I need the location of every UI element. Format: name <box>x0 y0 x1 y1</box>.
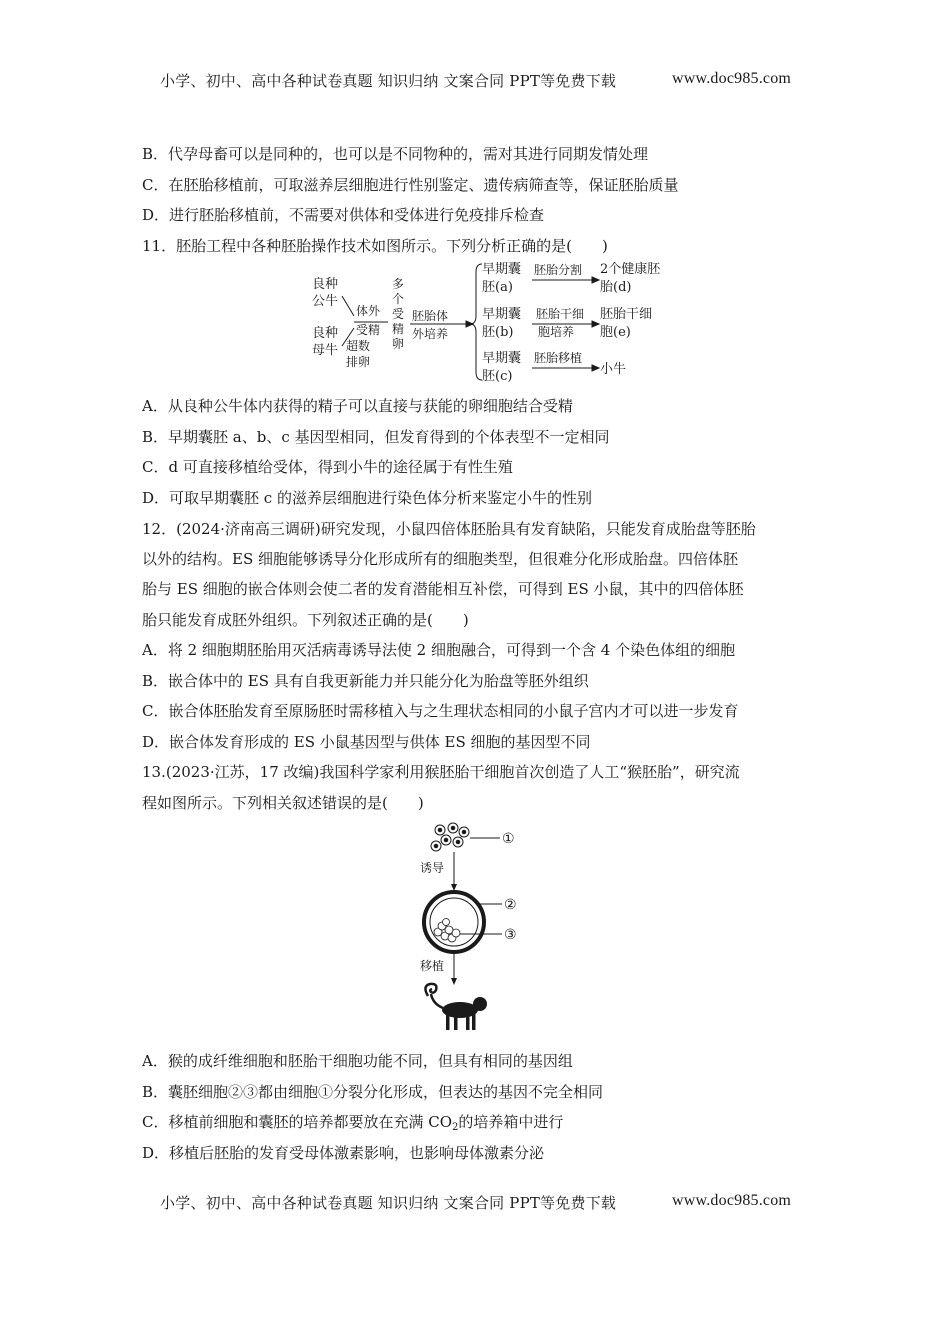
multi-3: 受 <box>392 307 405 321</box>
op-split: 胚胎分割 <box>534 263 583 277</box>
op-stem-2: 胞培养 <box>538 325 575 339</box>
superovulation-1: 超数 <box>346 339 371 353</box>
q13-option-b: B．囊胚细胞②③都由细胞①分裂分化形成，但表达的基因不完全相同 <box>142 1083 604 1101</box>
q12-option-a: A．将 2 细胞期胚胎用灭活病毒诱导法使 2 细胞融合，可得到一个含 4 个染色体组的细胞 <box>142 641 736 659</box>
line-bull <box>342 296 354 316</box>
bull-label-2: 公牛 <box>312 294 339 309</box>
q10-option-d: D．进行胚胎移植前，不需要对供体和受体进行免疫排斥检查 <box>142 206 545 224</box>
q11-option-b: B．早期囊胚 a、b、c 基因型相同，但发育得到的个体表型不一定相同 <box>142 428 610 446</box>
q12-stem-line-1: 12．(2024·济南高三调研)研究发现，小鼠四倍体胚胎具有发育缺陷，只能发育成胎盘等胚胎 <box>142 520 756 538</box>
blastocyst-a-1: 早期囊 <box>482 262 522 277</box>
blastocyst-a-2: 胚(a) <box>482 280 513 295</box>
q12-option-c: C．嵌合体胚胎发育至原肠胚时需移植入与之生理状态相同的小鼠子宫内才可以进一步发育 <box>142 702 739 720</box>
blastocyst-b-1: 早期囊 <box>482 307 522 322</box>
q13-diagram <box>418 820 538 1040</box>
blastocyst-c-2: 胚(c) <box>482 369 513 384</box>
superovulation-2: 排卵 <box>346 355 371 369</box>
q13-option-c-post: 的培养箱中进行 <box>458 1113 564 1131</box>
transplant-label: 移植 <box>420 959 445 973</box>
q11-diagram <box>306 258 661 384</box>
bull-label-1: 良种 <box>312 277 339 292</box>
multi-5: 卵 <box>392 337 405 351</box>
blastocyst <box>424 892 484 952</box>
header-site[interactable]: www.doc985.com <box>672 70 792 87</box>
cow-label-1: 良种 <box>312 326 339 341</box>
ivf-2: 受精 <box>356 323 381 337</box>
q11-option-a: A．从良种公牛体内获得的精子可以直接与获能的卵细胞结合受精 <box>142 397 573 415</box>
blastocyst-c-1: 早期囊 <box>482 351 522 366</box>
label-2: ② <box>504 897 517 913</box>
q12-option-b: B．嵌合体中的 ES 具有自我更新能力并只能分化为胎盘等胚外组织 <box>142 672 589 690</box>
multi-2: 个 <box>392 292 405 306</box>
page-footer <box>160 1192 800 1213</box>
q13-stem-line-1: 13.(2023·江苏，17 改编)我国科学家利用猴胚胎干细胞首次创造了人工“猴胚胎”，研究流 <box>142 763 740 781</box>
monkey-icon <box>425 984 487 1030</box>
blastocyst-b-2: 胚(b) <box>482 325 514 340</box>
q13-option-c-pre: C．移植前细胞和囊胚的培养都要放在充满 CO <box>142 1113 453 1131</box>
multi-1: 多 <box>392 277 405 291</box>
q12-stem-line-4: 胎只能发育成胚外组织。下列叙述正确的是( ) <box>142 611 469 629</box>
output-e-1: 胚胎干细 <box>600 307 653 322</box>
ivf-1: 体外 <box>356 304 381 318</box>
q10-option-b: B．代孕母畜可以是同种的，也可以是不同物种的，需对其进行同期发情处理 <box>142 145 649 163</box>
output-e-2: 胞(e) <box>600 325 631 340</box>
q13-stem-line-2: 程如图所示。下列相关叙述错误的是( ) <box>142 794 424 812</box>
label-1: ① <box>502 831 515 847</box>
culture-1: 胚胎体 <box>412 309 449 323</box>
footer-text: 小学、初中、高中各种试卷真题 知识归纳 文案合同 PPT等免费下载 <box>160 1194 617 1212</box>
induce-label: 诱导 <box>420 861 445 875</box>
cow-label-2: 母牛 <box>312 343 339 358</box>
op-transfer: 胚胎移植 <box>534 351 583 365</box>
arrowhead-b <box>592 321 599 327</box>
cell-cluster <box>431 823 469 851</box>
output-d-1: 2个健康胚 <box>600 262 661 277</box>
q12-stem-line-3: 胎与 ES 细胞的嵌合体则会使二者的发育潜能相互补偿，可得到 ES 小鼠，其中的四倍体胚 <box>142 580 744 598</box>
multi-4: 精 <box>392 322 405 336</box>
q11-option-d: D．可取早期囊胚 c 的滋养层细胞进行染色体分析来鉴定小牛的性别 <box>142 489 592 507</box>
culture-2: 外培养 <box>412 327 449 341</box>
q10-option-c: C．在胚胎移植前，可取滋养层细胞进行性别鉴定、遗传病筛查等，保证胚胎质量 <box>142 176 679 194</box>
q11-stem: 11．胚胎工程中各种胚胎操作技术如图所示。下列分析正确的是( ) <box>142 237 608 255</box>
q13-option-a: A．猴的成纤维细胞和胚胎干细胞功能不同，但具有相同的基因组 <box>142 1052 573 1070</box>
q13-option-c-sub: 2 <box>452 1122 459 1133</box>
bracket <box>470 264 482 380</box>
header-text: 小学、初中、高中各种试卷真题 知识归纳 文案合同 PPT等免费下载 <box>160 72 617 90</box>
footer-site[interactable]: www.doc985.com <box>672 1192 792 1209</box>
inner-cell-mass <box>434 919 460 943</box>
q13-option-d: D．移植后胚胎的发育受母体激素影响，也影响母体激素分泌 <box>142 1144 545 1162</box>
arrowhead-a <box>592 277 599 283</box>
op-stem-1: 胚胎干细 <box>536 307 585 321</box>
q12-option-d: D．嵌合体发育形成的 ES 小鼠基因型与供体 ES 细胞的基因型不同 <box>142 733 591 751</box>
page-header <box>160 70 800 91</box>
q13-option-c <box>142 1111 563 1133</box>
label-3: ③ <box>504 927 517 943</box>
output-calf: 小牛 <box>600 362 627 377</box>
arrowhead-c <box>592 365 599 371</box>
q11-option-c: C．d 可直接移植给受体，得到小牛的途径属于有性生殖 <box>142 458 513 476</box>
output-d-2: 胎(d) <box>600 280 632 295</box>
q12-stem-line-2: 以外的结构。ES 细胞能够诱导分化形成所有的细胞类型，但很难分化形成胎盘。四倍体胚 <box>142 550 738 568</box>
